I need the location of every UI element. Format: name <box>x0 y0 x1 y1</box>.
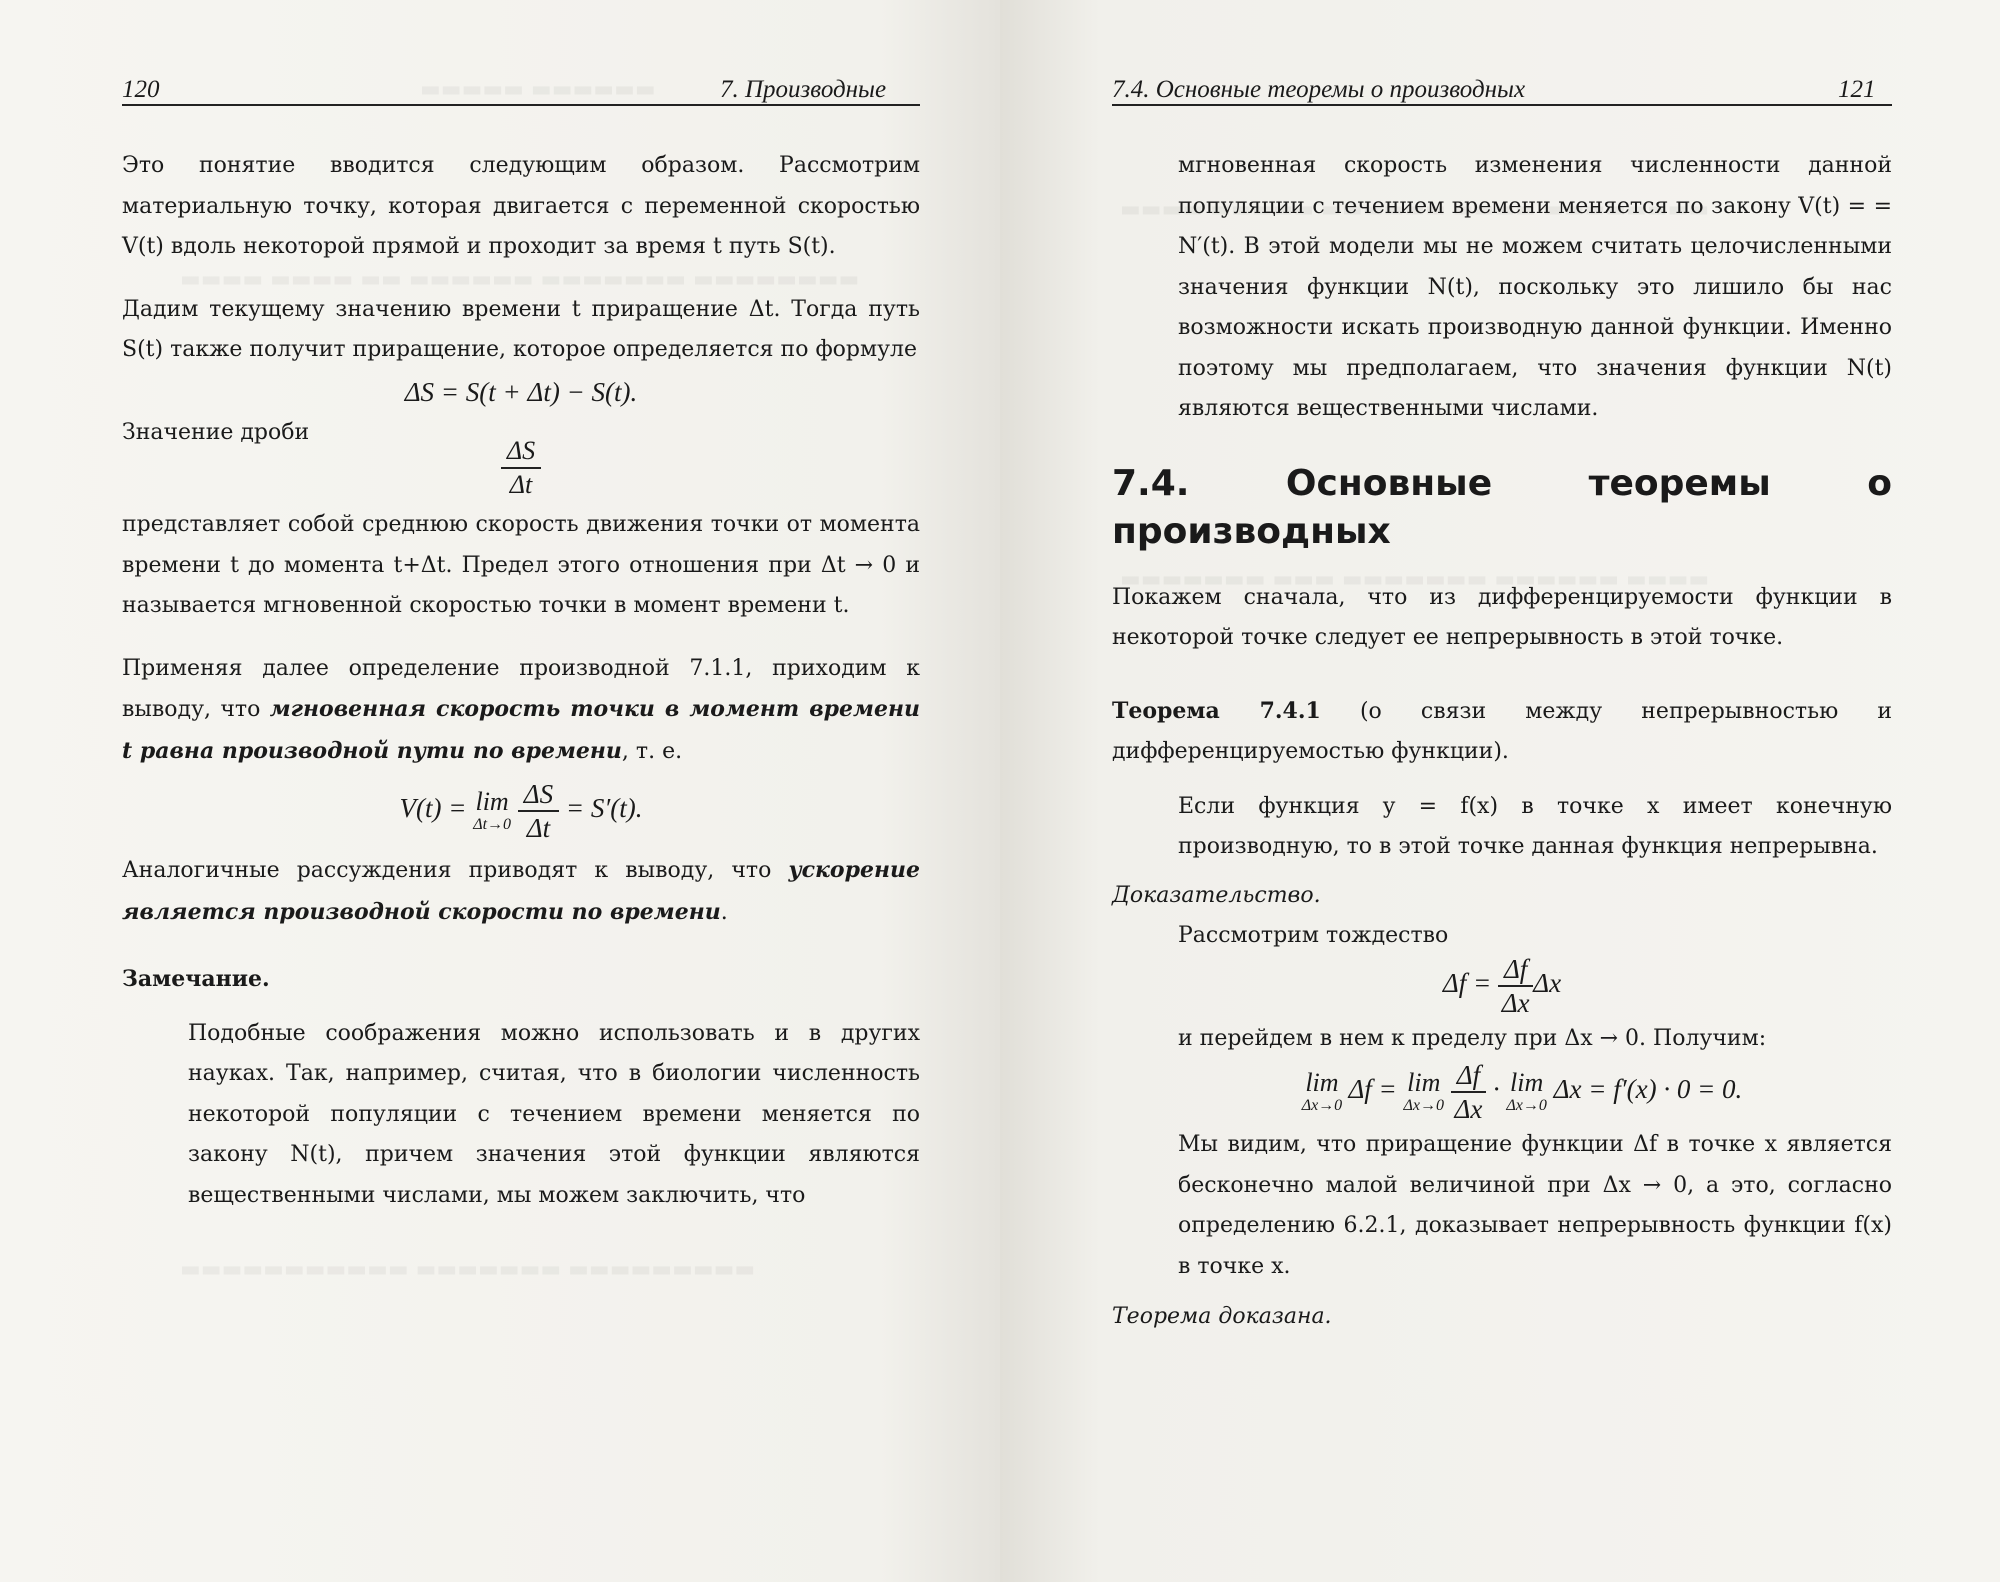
right-page <box>1000 0 2000 1582</box>
identity-formula: Δf = $\frac{\Delta f}{\Delta x}$ Δx <box>1442 953 1562 1018</box>
section-title: 7.4. Основные теоремы о производных <box>1112 462 1892 552</box>
paragraph: Это понятие вводится следующим образом. Рассмотрим материальную точку, которая двигается с переменной скоростью V(t) вдоль некоторой прямой и проходит за время t путь S(t). <box>122 153 920 259</box>
emphasis: ускорение является производной скорости по времени <box>122 857 920 925</box>
theorem-label: Теорема 7.4.1 <box>1112 697 1321 724</box>
fraction-numerator: ΔS <box>501 435 541 469</box>
paragraph: Значение дроби <box>122 419 310 445</box>
paragraph: Мы видим, что приращение функции Δf в точке x является бесконечно малой величиной при Δx → 0, а это, согласно определению 6.2.1, доказывает непрерывность функции f(x) в точке x. <box>1178 1132 1892 1279</box>
header-rule <box>1112 104 1892 106</box>
formula: ΔS = S(t + Δt) − S(t). <box>404 376 638 407</box>
left-text-column <box>122 146 920 1216</box>
paragraph: Покажем сначала, что из дифференцируемости функции в некоторой точке следует ее непрерывность в этой точке. <box>1112 584 1892 650</box>
remark-body: Подобные соображения можно использовать и в других науках. Так, например, считая, что в биологии численность некоторой популяции с течением времени меняется по закону N(t), причем значения этой функции являются вещественными числами, мы можем заключить, что <box>188 1020 920 1208</box>
paragraph: Дадим текущему значению времени t приращение Δt. Тогда путь S(t) также получит приращение, которое определяется по формуле <box>122 296 920 362</box>
fraction-denominator: Δt <box>509 470 533 499</box>
theorem-heading: Теорема 7.4.1 (о связи между непрерывностью и дифференцируемостью функции). <box>1112 697 1893 764</box>
paragraph: Применяя далее определение производной 7.1.1, приходим к выводу, что мгновенная скорость точки в момент времени t равна производной пути по времени, т. е. <box>122 655 920 764</box>
limit-formula: lim Δx→0 Δf = lim Δx→0 $\frac{\Delta f}{\Delta x}$ · lim Δx→0 Δx = f′(x) · 0 = 0. <box>1301 1060 1743 1124</box>
page-number: 121 <box>1838 76 1876 103</box>
emphasis: мгновенная скорость точки в момент времени t равна производной пути по времени <box>122 696 920 764</box>
running-header: 7. Производные <box>720 76 887 103</box>
paragraph: мгновенная скорость изменения численности данной популяции с течением времени меняется по закону V(t) = = N′(t). В этой модели мы не можем считать целочисленными значения функции N(t), поскольку это лишило бы нас возможности искать производную данной функции. Именно поэтому мы предполагаем, что значения функции N(t) являются вещественными числами. <box>1178 153 1892 421</box>
proof-end: Теорема доказана. <box>1112 1304 1332 1329</box>
paragraph: Рассмотрим тождество <box>1178 923 1449 948</box>
page-number: 120 <box>122 76 160 103</box>
paragraph: Аналогичные рассуждения приводят к выводу, что ускорение является производной скорости по времени. <box>122 857 920 925</box>
bleed-through-text <box>180 1250 755 1290</box>
header-rule <box>122 104 920 106</box>
running-header: 7.4. Основные теоремы о производных <box>1112 76 1526 103</box>
paragraph: и перейдем в нем к пределу при Δx → 0. Получим: <box>1178 1025 1767 1051</box>
right-text-column <box>1112 146 1892 1338</box>
paragraph: представляет собой среднюю скорость движения точки от момента времени t до момента t+Δt. Предел этого отношения при Δt → 0 и называется мгновенной скоростью точки в момент времени t. <box>122 512 920 618</box>
theorem-body: Если функция y = f(x) в точке x имеет конечную производную, то в этой точке данная функция непрерывна. <box>1178 793 1892 859</box>
proof-label: Доказательство. <box>1112 882 1321 908</box>
remark-title: Замечание. <box>122 966 270 992</box>
limit-formula: V(t) = lim Δt→0 $\frac{\Delta S}{\Delta t}$ = S′(t). <box>399 779 643 843</box>
